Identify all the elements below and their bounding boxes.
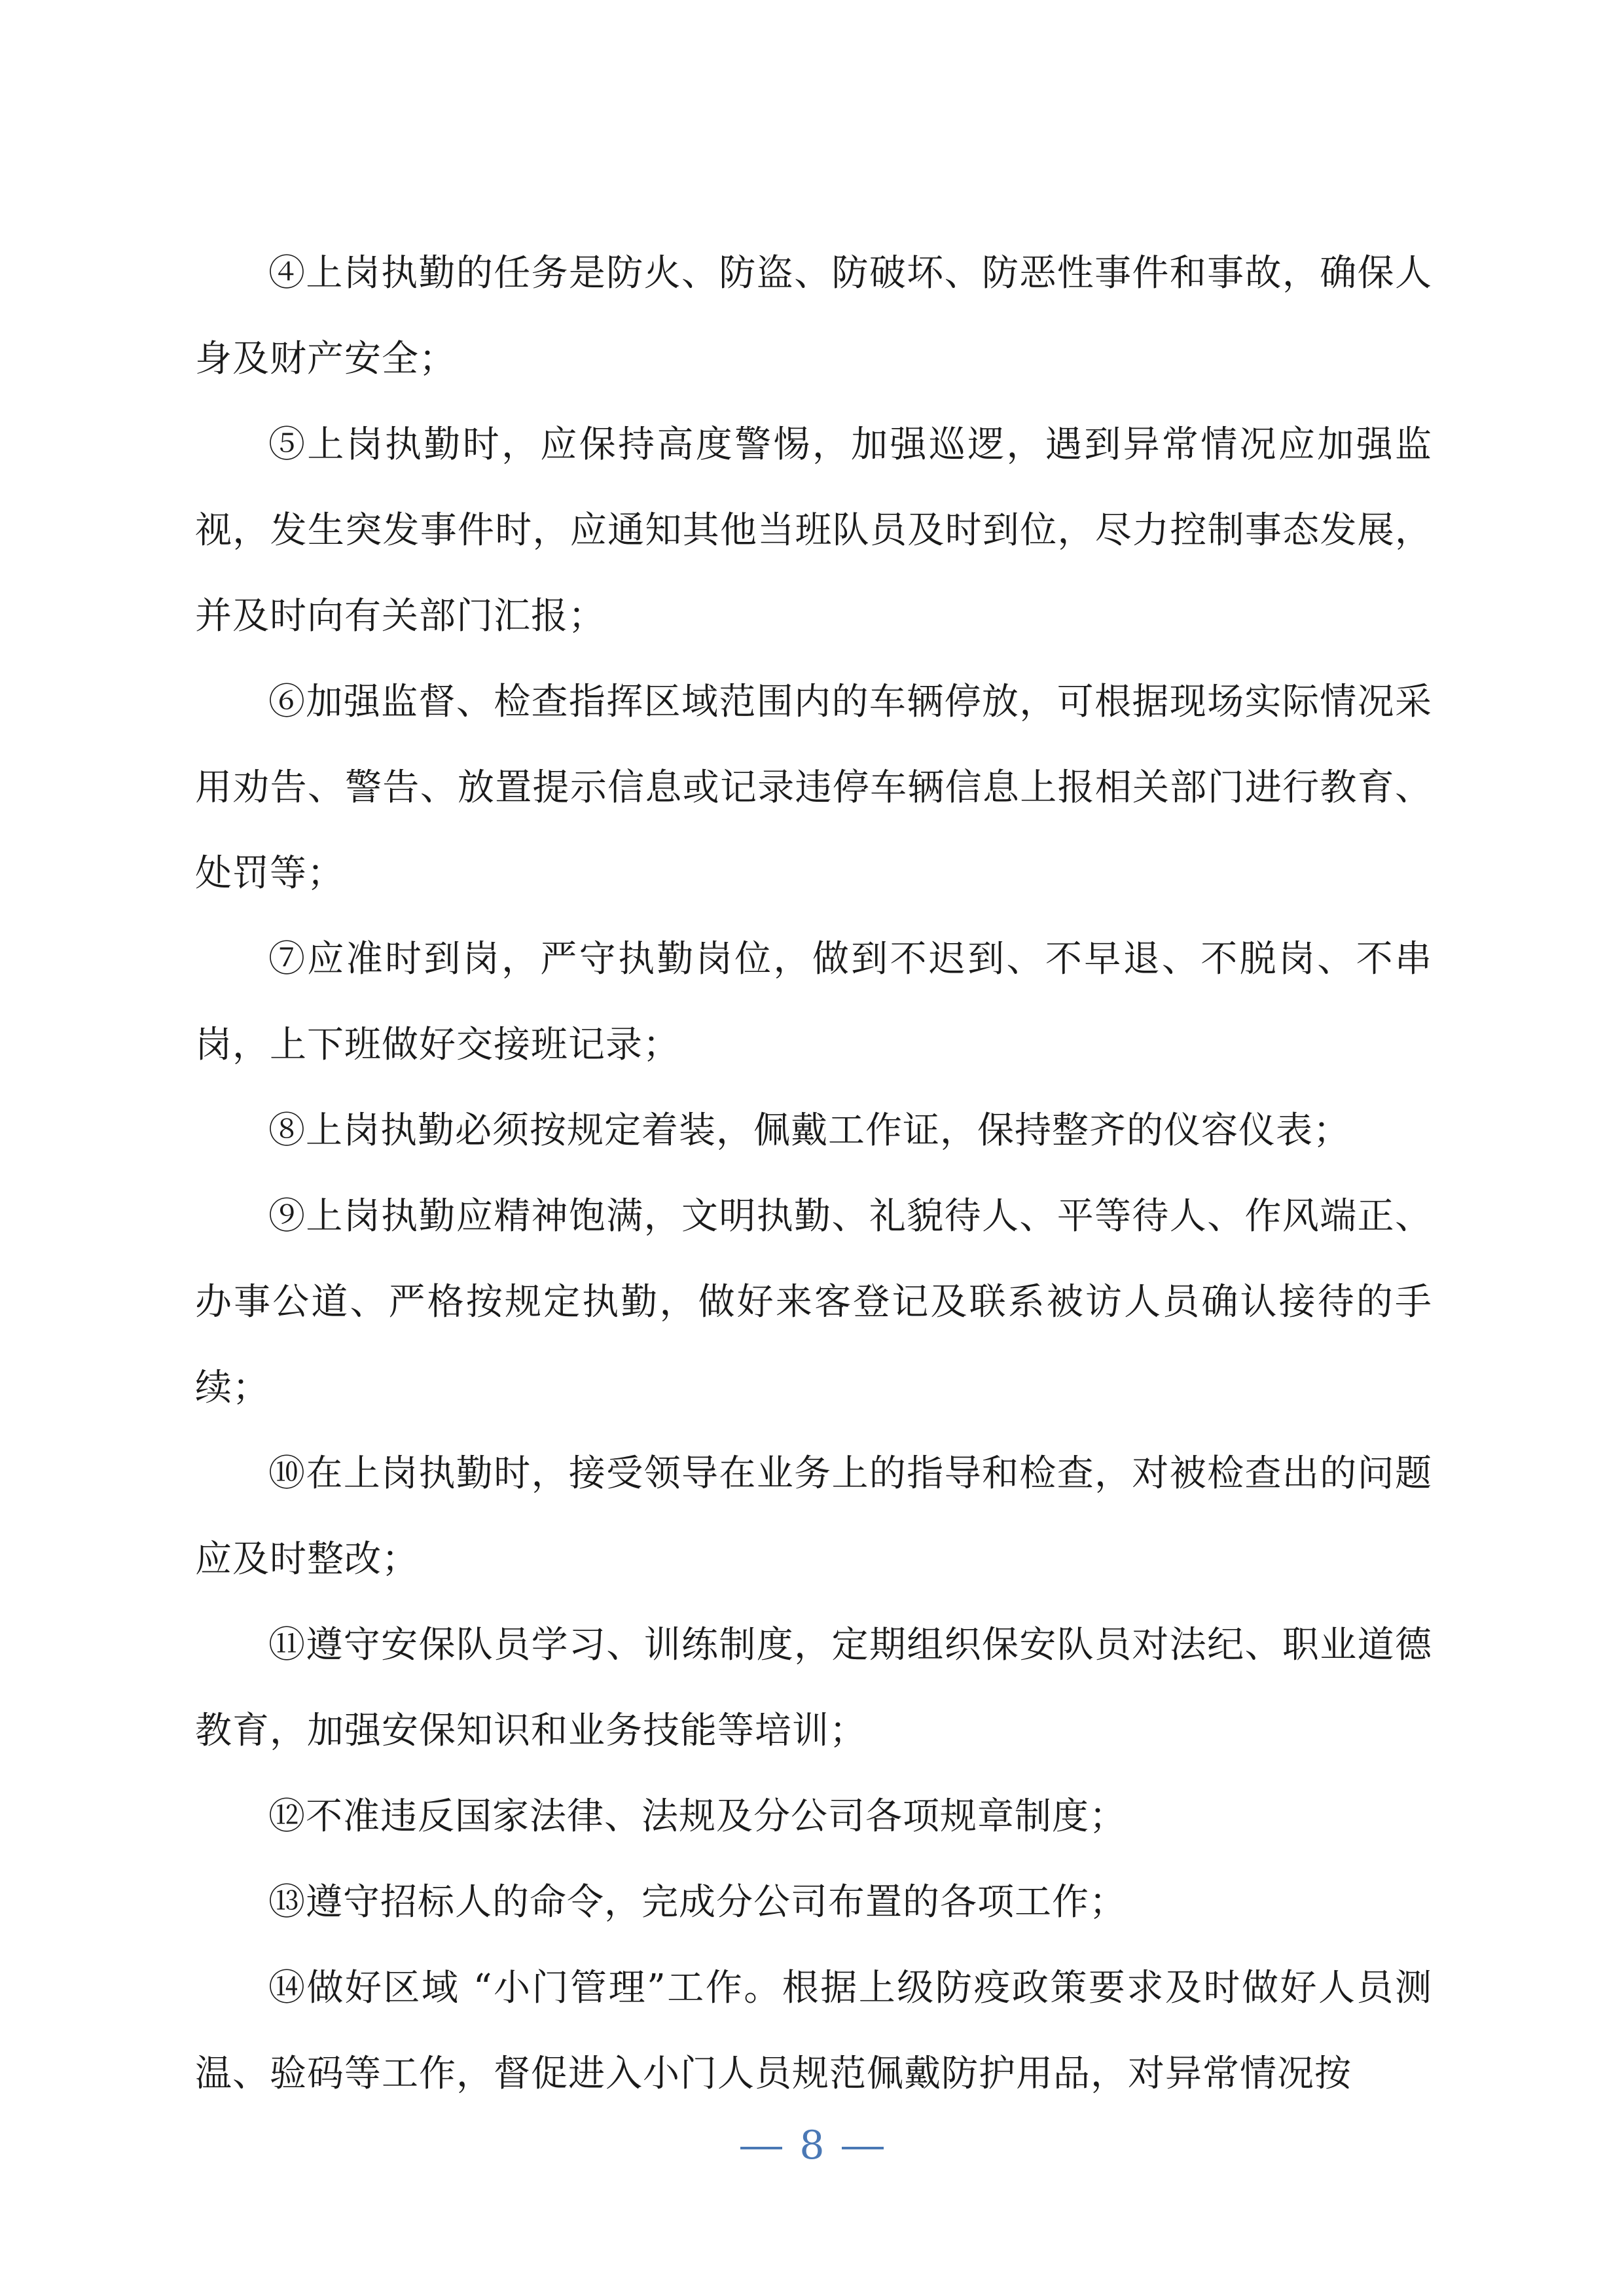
footer-dash-left [740, 2147, 782, 2149]
paragraph-item-14: ⑭做好区域 “小门管理”工作。根据上级防疫政策要求及时做好人员测温、验码等工作，督促进入小门人员规范佩戴防护用品，对异常情况按 [195, 1967, 1432, 2095]
paragraph-item-9: ⑨上岗执勤应精神饱满，文明执勤、礼貌待人、平等待人、作风端正、办事公道、严格按规定执勤，做好来客登记及联系被访人员确认接待的手续； [195, 1195, 1432, 1409]
body-text [195, 230, 1432, 2117]
paragraph-item-10: ⑩在上岗执勤时，接受领导在业务上的指导和检查，对被检查出的问题应及时整改； [195, 1452, 1432, 1581]
paragraph-item-13: ⑬遵守招标人的命令，完成分公司布置的各项工作； [268, 1881, 1127, 1924]
paragraph-item-11: ⑪遵守安保队员学习、训练制度，定期组织保安队员对法纪、职业道德教育，加强安保知识和业务技能等培训； [195, 1624, 1432, 1752]
paragraph-item-5: ⑤上岗执勤时，应保持高度警惕，加强巡逻，遇到异常情况应加强监视，发生突发事件时，应通知其他当班队员及时到位，尽力控制事态发展，并及时向有关部门汇报； [195, 423, 1432, 637]
paragraph-item-12: ⑫不准违反国家法律、法规及分公司各项规章制度； [268, 1795, 1127, 1838]
footer-dash-right [842, 2147, 884, 2149]
paragraph-item-7: ⑦应准时到岗，严守执勤岗位，做到不迟到、不早退、不脱岗、不串岗，上下班做好交接班记录； [195, 938, 1432, 1066]
paragraph-item-6: ⑥加强监督、检查指挥区域范围内的车辆停放，可根据现场实际情况采用劝告、警告、放置提示信息或记录违停车辆信息上报相关部门进行教育、处罚等； [195, 681, 1432, 895]
paragraph-item-8: ⑧上岗执勤必须按规定着装，佩戴工作证，保持整齐的仪容仪表； [268, 1109, 1350, 1152]
page-number: 8 [799, 2123, 825, 2168]
paragraph-item-4: ④上岗执勤的任务是防火、防盗、防破坏、防恶性事件和事故，确保人身及财产安全； [195, 252, 1432, 380]
page-footer [0, 2119, 1624, 2172]
